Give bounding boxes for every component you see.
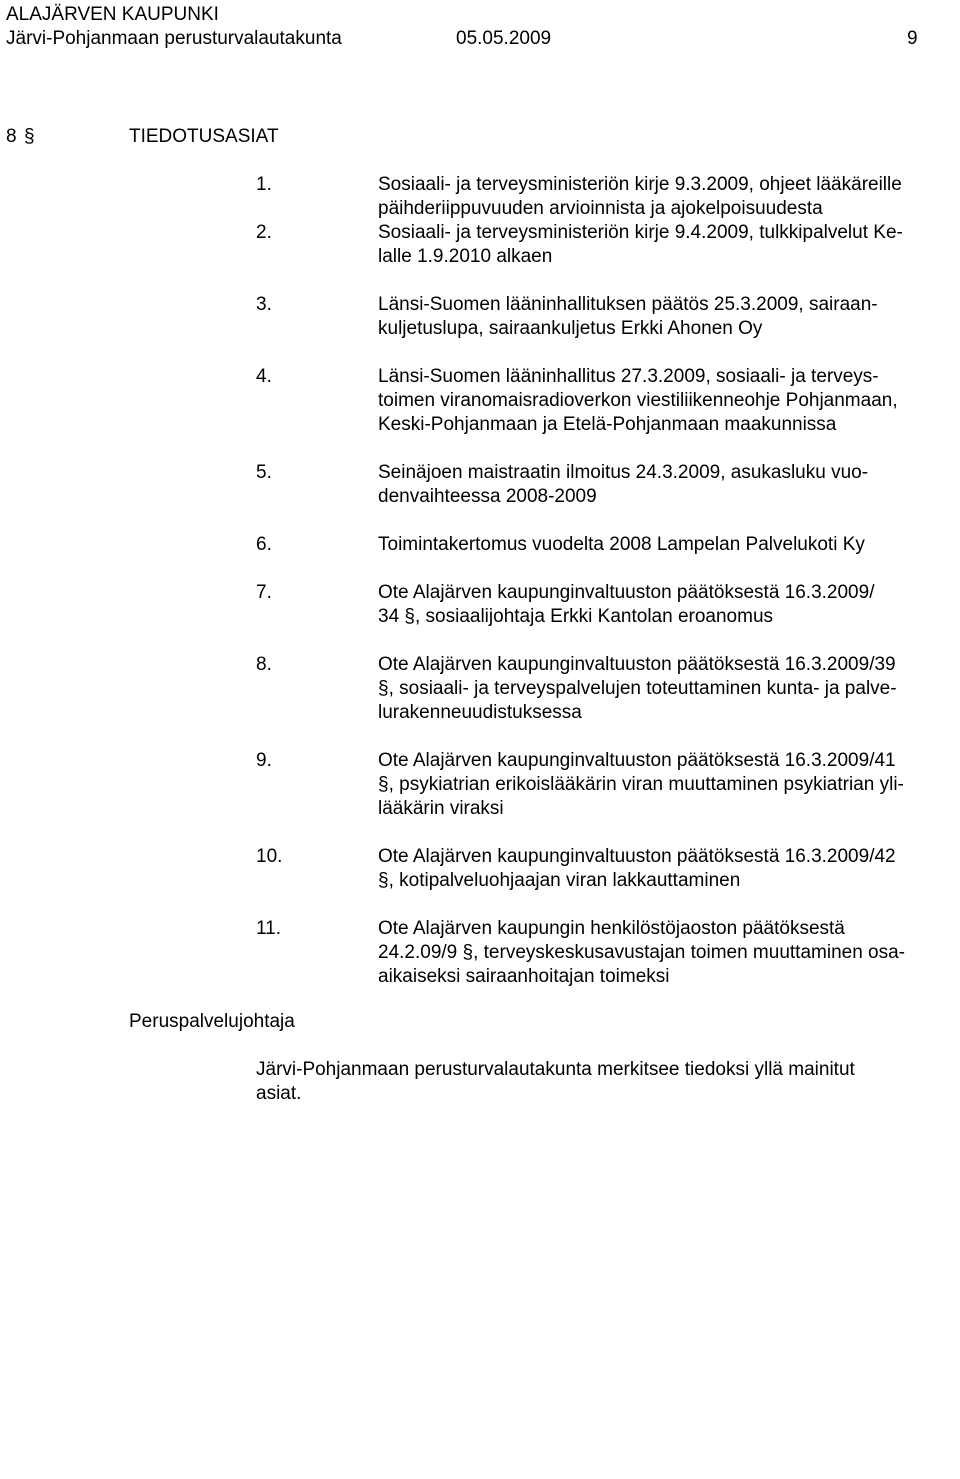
item-number: 10. [256,846,283,867]
item-text-line: Ote Alajärven kaupunginvaltuuston päätöksestä 16.3.2009/42 [378,846,896,867]
item-text-line: 34 §, sosiaalijohtaja Erkki Kantolan eroanomus [378,606,774,627]
item-text-line: Toimintakertomus vuodelta 2008 Lampelan Palvelukoti Ky [378,534,865,555]
item-text-line: kuljetuslupa, sairaankuljetus Erkki Ahonen Oy [378,318,763,339]
item-text-line: lurakenneuudistuksessa [378,702,582,723]
item-text-line: §, psykiatrian erikoislääkärin viran muuttaminen psykiatrian yli- [378,774,904,795]
item-text-line: §, kotipalveluohjaajan viran lakkauttaminen [378,870,741,891]
page-number: 9 [907,28,918,49]
item-text-line: Ote Alajärven kaupunginvaltuuston päätöksestä 16.3.2009/41 [378,750,896,771]
item-number: 1. [256,174,272,195]
item-text-line: Länsi-Suomen lääninhallitus 27.3.2009, sosiaali- ja terveys- [378,366,879,387]
item-text-line: Seinäjoen maistraatin ilmoitus 24.3.2009, asukasluku vuo- [378,462,869,483]
item-text-line: Ote Alajärven kaupungin henkilöstöjaoston päätöksestä [378,918,845,939]
item-text-line: Länsi-Suomen lääninhallituksen päätös 25.3.2009, sairaan- [378,294,878,315]
item-text-line: denvaihteessa 2008-2009 [378,486,597,507]
item-text-line: 24.2.09/9 §, terveyskeskusavustajan toimen muuttaminen osa- [378,942,906,963]
item-text-line: §, sosiaali- ja terveyspalvelujen toteuttaminen kunta- ja palve- [378,678,897,699]
item-text-line: lalle 1.9.2010 alkaen [378,246,553,267]
item-text-line: päihderiippuvuuden arvioinnista ja ajokelpoisuudesta [378,198,823,219]
item-number: 11. [256,918,282,939]
section-title: TIEDOTUSASIAT [129,126,279,147]
section-symbol: § [24,126,35,147]
item-text-line: aikaiseksi sairaanhoitajan toimeksi [378,966,670,987]
section-number: 8 [6,126,17,147]
item-text-line: lääkärin viraksi [378,798,504,819]
item-number: 8. [256,654,272,675]
item-number: 7. [256,582,272,603]
item-number: 6. [256,534,272,555]
decision-proposal-line: Järvi-Pohjanmaan perusturvalautakunta merkitsee tiedoksi yllä mainitut [256,1059,855,1080]
item-text-line: Keski-Pohjanmaan ja Etelä-Pohjanmaan maakunnissa [378,414,837,435]
item-text-line: Ote Alajärven kaupunginvaltuuston päätöksestä 16.3.2009/39 [378,654,896,675]
item-number: 4. [256,366,272,387]
organization-name: ALAJÄRVEN KAUPUNKI [6,4,219,25]
item-text-line: Sosiaali- ja terveysministeriön kirje 9.3.2009, ohjeet lääkäreille [378,174,902,195]
meeting-date: 05.05.2009 [456,28,552,49]
item-text-line: toimen viranomaisradioverkon viestiliikenneohje Pohjanmaan, [378,390,898,411]
item-text-line: Ote Alajärven kaupunginvaltuuston päätöksestä 16.3.2009/ [378,582,875,603]
item-number: 3. [256,294,272,315]
item-number: 9. [256,750,272,771]
decision-proposal-line: asiat. [256,1083,302,1104]
preparer-title: Peruspalvelujohtaja [129,1011,295,1032]
item-text-line: Sosiaali- ja terveysministeriön kirje 9.4.2009, tulkkipalvelut Ke- [378,222,903,243]
board-name: Järvi-Pohjanmaan perusturvalautakunta [6,28,342,49]
item-number: 5. [256,462,272,483]
item-number: 2. [256,222,272,243]
